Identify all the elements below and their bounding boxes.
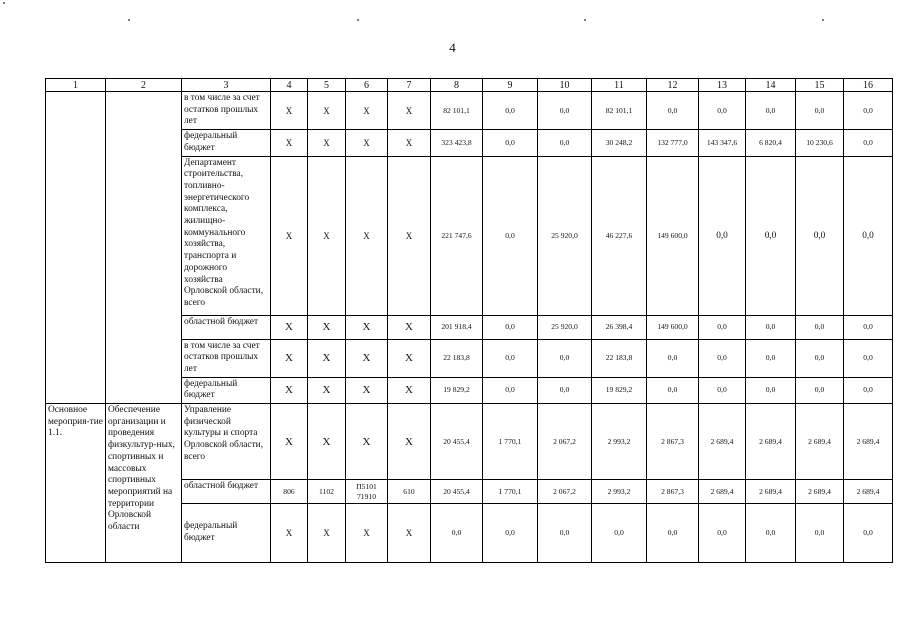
value-cell: 0,0	[483, 130, 538, 156]
value-cell: 2 993,2	[592, 480, 647, 504]
value-cell: 0,0	[796, 92, 844, 130]
value-cell: 323 423,8	[431, 130, 483, 156]
code-cell: X	[271, 156, 308, 315]
value-cell: 0,0	[538, 130, 592, 156]
value-cell: 0,0	[796, 377, 844, 403]
code-cell: 1102	[308, 480, 346, 504]
scan-speck	[357, 19, 359, 21]
event-name-cell: Обеспечение организации и проведения физкультур-ных, спортивных и массовых спортивных мероприятий на территории Орловской области	[106, 404, 182, 563]
empty-cell	[106, 92, 182, 404]
funding-source-cell: Департамент строительства, топливно-энергетического комплекса, жилищно-коммунального хозяйства, транспорта и дорожного хозяйства Орловской области, всего	[182, 156, 271, 315]
code-cell: П5101 71910	[346, 480, 388, 504]
value-cell: 0,0	[699, 504, 746, 563]
value-cell: 0,0	[746, 377, 796, 403]
budget-table	[45, 78, 893, 563]
value-cell: 22 183,8	[431, 339, 483, 377]
value-cell: 1 770,1	[483, 480, 538, 504]
value-cell: 82 101,1	[431, 92, 483, 130]
page-number: 4	[449, 40, 456, 55]
value-cell: 0,0	[647, 504, 699, 563]
value-cell: 0,0	[844, 315, 893, 339]
code-cell: X	[271, 404, 308, 480]
funding-source-cell: федеральный бюджет	[182, 504, 271, 563]
value-cell: 0,0	[699, 92, 746, 130]
value-cell: 0,0	[483, 315, 538, 339]
value-cell: 2 993,2	[592, 404, 647, 480]
code-cell: X	[388, 339, 431, 377]
code-cell: X	[308, 130, 346, 156]
funding-source-cell: областной бюджет	[182, 480, 271, 504]
code-cell: X	[388, 130, 431, 156]
code-cell: X	[346, 92, 388, 130]
value-cell: 22 183,8	[592, 339, 647, 377]
value-cell: 0,0	[647, 377, 699, 403]
funding-source-cell: в том числе за счет остатков прошлых лет	[182, 92, 271, 130]
header-cell: 14	[746, 79, 796, 92]
value-cell: 0,0	[746, 339, 796, 377]
value-cell: 0,0	[699, 339, 746, 377]
value-cell: 2 689,4	[844, 404, 893, 480]
code-cell: X	[308, 404, 346, 480]
code-cell: X	[308, 377, 346, 403]
code-cell: X	[308, 92, 346, 130]
value-cell: 0,0	[431, 504, 483, 563]
value-cell: 201 918,4	[431, 315, 483, 339]
header-cell: 8	[431, 79, 483, 92]
value-cell: 221 747,6	[431, 156, 483, 315]
value-cell: 0,0	[796, 315, 844, 339]
header-cell: 6	[346, 79, 388, 92]
header-row	[46, 79, 893, 92]
code-cell: X	[388, 504, 431, 563]
value-cell: 2 867,3	[647, 480, 699, 504]
value-cell: 2 689,4	[746, 480, 796, 504]
header-cell: 9	[483, 79, 538, 92]
value-cell: 19 829,2	[592, 377, 647, 403]
code-cell: 610	[388, 480, 431, 504]
code-cell: X	[346, 156, 388, 315]
value-cell: 10 230,6	[796, 130, 844, 156]
value-cell: 2 689,4	[699, 404, 746, 480]
header-cell: 16	[844, 79, 893, 92]
scan-speck	[3, 2, 5, 4]
value-cell: 0,0	[483, 377, 538, 403]
value-cell: 0,0	[844, 377, 893, 403]
value-cell: 0,0	[538, 339, 592, 377]
value-cell: 2 067,2	[538, 404, 592, 480]
code-cell: X	[388, 315, 431, 339]
code-cell: X	[346, 404, 388, 480]
value-cell: 0,0	[746, 156, 796, 315]
code-cell: X	[271, 339, 308, 377]
code-cell: X	[388, 156, 431, 315]
header-cell: 4	[271, 79, 308, 92]
value-cell: 20 455,4	[431, 480, 483, 504]
code-cell: X	[346, 130, 388, 156]
header-cell: 15	[796, 79, 844, 92]
table-row	[46, 404, 893, 480]
value-cell: 0,0	[844, 130, 893, 156]
code-cell: 806	[271, 480, 308, 504]
value-cell: 2 689,4	[796, 404, 844, 480]
code-cell: X	[308, 315, 346, 339]
value-cell: 0,0	[699, 377, 746, 403]
value-cell: 0,0	[592, 504, 647, 563]
value-cell: 25 920,0	[538, 156, 592, 315]
code-cell: X	[271, 130, 308, 156]
value-cell: 1 770,1	[483, 404, 538, 480]
value-cell: 0,0	[844, 339, 893, 377]
value-cell: 2 689,4	[699, 480, 746, 504]
value-cell: 0,0	[483, 156, 538, 315]
value-cell: 46 227,6	[592, 156, 647, 315]
value-cell: 149 600,0	[647, 156, 699, 315]
value-cell: 30 248,2	[592, 130, 647, 156]
code-cell: X	[388, 377, 431, 403]
funding-source-cell: Управление физической культуры и спорта Орловской области, всего	[182, 404, 271, 480]
value-cell: 0,0	[483, 92, 538, 130]
code-cell: X	[308, 504, 346, 563]
value-cell: 25 920,0	[538, 315, 592, 339]
value-cell: 0,0	[796, 339, 844, 377]
value-cell: 0,0	[796, 156, 844, 315]
value-cell: 0,0	[746, 504, 796, 563]
funding-source-cell: федеральный бюджет	[182, 377, 271, 403]
header-cell: 13	[699, 79, 746, 92]
value-cell: 0,0	[796, 504, 844, 563]
code-cell: X	[308, 339, 346, 377]
code-cell: X	[271, 504, 308, 563]
code-cell: X	[346, 504, 388, 563]
value-cell: 2 067,2	[538, 480, 592, 504]
scan-speck	[128, 19, 130, 21]
value-cell: 0,0	[538, 504, 592, 563]
value-cell: 6 820,4	[746, 130, 796, 156]
header-cell: 2	[106, 79, 182, 92]
value-cell: 0,0	[844, 504, 893, 563]
value-cell: 2 689,4	[746, 404, 796, 480]
header-cell: 12	[647, 79, 699, 92]
value-cell: 0,0	[699, 156, 746, 315]
value-cell: 26 398,4	[592, 315, 647, 339]
header-cell: 5	[308, 79, 346, 92]
header-cell: 10	[538, 79, 592, 92]
header-cell: 1	[46, 79, 106, 92]
value-cell: 0,0	[699, 315, 746, 339]
value-cell: 0,0	[746, 315, 796, 339]
code-cell: X	[346, 339, 388, 377]
value-cell: 2 689,4	[844, 480, 893, 504]
code-cell: X	[346, 377, 388, 403]
header-cell: 3	[182, 79, 271, 92]
empty-cell	[46, 92, 106, 404]
header-cell: 11	[592, 79, 647, 92]
funding-source-cell: федеральный бюджет	[182, 130, 271, 156]
code-cell: X	[271, 315, 308, 339]
code-cell: X	[346, 315, 388, 339]
funding-source-cell: областной бюджет	[182, 315, 271, 339]
value-cell: 0,0	[483, 339, 538, 377]
value-cell: 2 689,4	[796, 480, 844, 504]
value-cell: 0,0	[538, 92, 592, 130]
value-cell: 2 867,3	[647, 404, 699, 480]
value-cell: 0,0	[746, 92, 796, 130]
table-row	[46, 92, 893, 130]
value-cell: 0,0	[483, 504, 538, 563]
value-cell: 0,0	[647, 92, 699, 130]
code-cell: X	[271, 377, 308, 403]
code-cell: X	[388, 92, 431, 130]
value-cell: 82 101,1	[592, 92, 647, 130]
funding-source-cell: в том числе за счет остатков прошлых лет	[182, 339, 271, 377]
value-cell: 0,0	[538, 377, 592, 403]
scan-speck	[584, 19, 586, 21]
value-cell: 0,0	[844, 92, 893, 130]
code-cell: X	[271, 92, 308, 130]
value-cell: 0,0	[844, 156, 893, 315]
value-cell: 20 455,4	[431, 404, 483, 480]
scan-speck	[822, 19, 824, 21]
value-cell: 19 829,2	[431, 377, 483, 403]
value-cell: 149 600,0	[647, 315, 699, 339]
event-number-cell: Основное мероприя-тие 1.1.	[46, 404, 106, 563]
header-cell: 7	[388, 79, 431, 92]
code-cell: X	[308, 156, 346, 315]
value-cell: 132 777,0	[647, 130, 699, 156]
value-cell: 0,0	[647, 339, 699, 377]
code-cell: X	[388, 404, 431, 480]
value-cell: 143 347,6	[699, 130, 746, 156]
